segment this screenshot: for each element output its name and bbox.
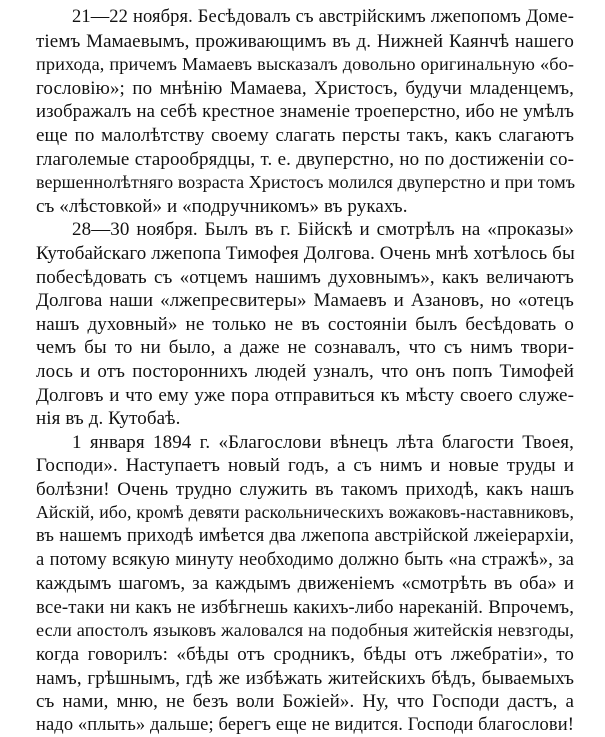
text-line: надо «плыть» дальше; берегъ еще не видится. Господи благослови! (36, 714, 574, 735)
text-line: 21—22 ноября. Бесѣдовалъ съ австрійскимъ лжепопомъ Доме- (72, 7, 574, 27)
text-line: лось и отъ постороннихъ людей узналъ, что онъ попъ Тимофей (36, 360, 574, 382)
text-line: съ «лѣстовкой» и «подручникомъ» въ рукахъ. (36, 195, 408, 217)
text-line: 1 января 1894 г. «Благослови вѣнецъ лѣта благости Твоея, (72, 431, 574, 453)
text-line: побесѣдовать съ «отцемъ нашимъ духовнымъ», какъ величаютъ (36, 266, 574, 288)
text-line: Долговъ и что ему уже пора отправиться къ мѣсту своего служе- (36, 384, 574, 406)
text-line: болѣзни! Очень трудно служить въ такомъ приходѣ, какъ нашъ (36, 478, 574, 500)
text-line: чемъ бы то ни было, а даже не сознавалъ, что съ нимъ твори- (36, 337, 574, 359)
text-line: въ нашемъ приходѣ имѣется два лжепопа австрійской лжеіерархіи, (36, 526, 574, 547)
text-line: каждымъ шагомъ, за каждымъ движеніемъ «смотрѣть въ оба» и (36, 573, 574, 595)
text-line: Айскій, ибо, кромѣ девяти раскольническихъ вожаковъ-наставниковъ, (36, 502, 574, 523)
text-line: нашъ духовный» не только не въ состояніи былъ бесѣдовать о (36, 313, 574, 335)
text-line: Долгова наши «лжепресвитеры» Мамаевъ и Азановъ, но «отецъ (36, 290, 574, 312)
paragraph-nov-21-22 (36, 6, 574, 218)
text-line: нія въ д. Кутобаѣ. (36, 408, 181, 430)
text-line: глаголемые старообрядцы, т. е. двуперстно, но по достиженіи со- (36, 148, 574, 170)
text-line: все-таки ни какъ не избѣгнешь какихъ-либо нареканій. Впрочемъ, (36, 596, 574, 618)
text-line: гословію»; по мнѣнію Мамаева, Христосъ, будучи младенцемъ, (36, 77, 574, 99)
text-line: тіемъ Мамаевымъ, проживающимъ въ д. Нижней Каянчѣ нашего (36, 30, 574, 52)
text-line: прихода, причемъ Мамаевъ высказалъ довольно оригинальную «бо- (36, 54, 574, 75)
text-line: намъ, грѣшнымъ, гдѣ же избѣжать житейскихъ бѣдъ, бываемыхъ (36, 667, 574, 689)
text-line: 28—30 ноября. Былъ въ г. Бійскѣ и смотрѣлъ на «проказы» (72, 219, 574, 241)
text-line: Господи». Наступаетъ новый годъ, а съ нимъ и новые труды и (36, 455, 574, 477)
document-page (36, 6, 574, 737)
paragraph-nov-28-30 (36, 218, 574, 430)
text-line: Кутобайскаго лжепопа Тимофея Долгова. Очень мнѣ хотѣлось бы (36, 242, 575, 264)
text-line: когда говорилъ: «бѣды отъ сродникъ, бѣды отъ лжебратіи», то (36, 644, 574, 666)
text-line: если апостолъ языковъ жаловался на подобныя житейскія невзгоды, (36, 620, 574, 641)
text-line: вершеннолѣтняго возраста Христосъ молился двуперстно и при томъ (36, 172, 576, 193)
text-line: а потому всякую минуту необходимо должно быть «на стражѣ», за (36, 549, 574, 570)
text-line: изображалъ на себѣ крестное знаменіе троеперстно, ибо не умѣлъ (36, 101, 574, 123)
text-line: съ нами, мню, не безъ воли Божіей». Ну, что Господи дастъ, а (36, 691, 574, 713)
paragraph-jan-1-1894 (36, 431, 574, 737)
text-line: еще по малолѣтству своему слагать персты такъ, какъ слагаютъ (36, 124, 574, 146)
